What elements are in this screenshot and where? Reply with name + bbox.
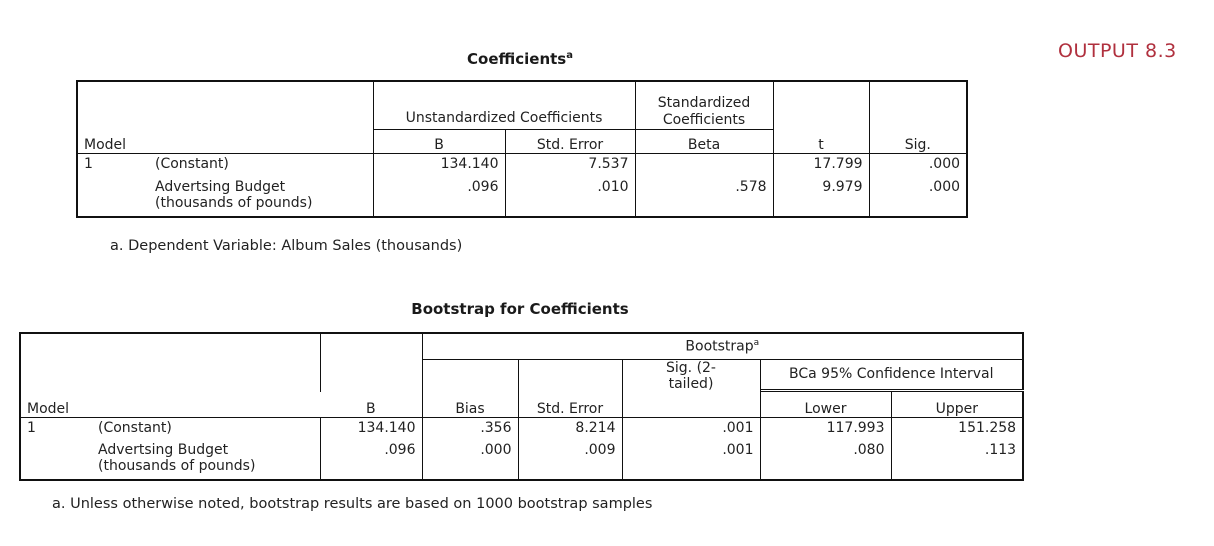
t-value: 17.799 (773, 153, 869, 177)
bootstrap-title: Bootstrap for Coefficients (411, 300, 629, 318)
upper-value: 151.258 (891, 418, 1023, 440)
beta-value: .578 (635, 177, 773, 217)
model-number: 1 (20, 418, 92, 440)
sig-header-cell (622, 392, 760, 418)
table-row (20, 440, 1023, 480)
std-error-value: .010 (505, 177, 635, 217)
b-value: .096 (320, 440, 422, 480)
row-label: (Constant) (149, 153, 373, 177)
row-label-line2: (thousands of pounds) (155, 195, 313, 211)
std-error-header: Std. Error (505, 129, 635, 153)
b-header: B (320, 392, 422, 418)
table-row (20, 418, 1023, 440)
lower-header: Lower (760, 392, 891, 418)
coefficients-footnote: a. Dependent Variable: Album Sales (thousands) (110, 238, 463, 254)
coefficients-table (76, 80, 968, 218)
coefficients-title-text: Coefficients (467, 50, 567, 68)
sig-value: .000 (869, 177, 967, 217)
model-header: Model (20, 392, 320, 418)
bootstrap-table (19, 332, 1024, 481)
standardized-header-line2: Coefficients (662, 111, 746, 128)
b-value: .096 (373, 177, 505, 217)
bootstrap-header-text: Bootstrap (685, 338, 754, 355)
row-label-line2: (thousands of pounds) (98, 457, 256, 474)
std-error-value: 7.537 (505, 153, 635, 177)
sig-value: .000 (869, 153, 967, 177)
table-row (77, 177, 967, 217)
model-number (20, 440, 92, 480)
standardized-header-line1: Standardized (657, 94, 751, 111)
row-label-line1: Advertsing Budget (98, 441, 229, 458)
std-error-value: .009 (518, 440, 622, 480)
model-number: 1 (77, 153, 149, 177)
std-error-header: Std. Error (518, 392, 622, 418)
bias-value: .000 (422, 440, 518, 480)
t-header: t (773, 129, 869, 153)
coefficients-title (400, 50, 640, 68)
sig-value: .001 (622, 418, 760, 440)
output-label: OUTPUT 8.3 (1058, 40, 1177, 62)
model-number (77, 177, 149, 217)
row-label (149, 177, 373, 217)
model-header-blank (77, 81, 373, 129)
model-header: Model (77, 129, 373, 153)
bootstrap-header-sup: a (753, 337, 760, 348)
upper-header: Upper (891, 392, 1023, 418)
standardized-header (635, 81, 773, 129)
bootstrap-footnote: a. Unless otherwise noted, bootstrap results are based on 1000 bootstrap samples (52, 496, 653, 512)
model-header-blank (20, 333, 320, 392)
b-header: B (373, 129, 505, 153)
lower-value: 117.993 (760, 418, 891, 440)
b-value: 134.140 (320, 418, 422, 440)
b-header-blank (320, 333, 422, 392)
bias-header: Bias (422, 392, 518, 418)
row-label (92, 440, 320, 480)
row-label: (Constant) (92, 418, 320, 440)
upper-value: .113 (891, 440, 1023, 480)
ci-header: BCa 95% Confidence Interval (760, 359, 1023, 389)
t-header-blank (773, 81, 869, 129)
sig-value: .001 (622, 440, 760, 480)
bias-value: .356 (422, 418, 518, 440)
t-value: 9.979 (773, 177, 869, 217)
beta-header: Beta (635, 129, 773, 153)
bootstrap-header (422, 333, 1023, 359)
sig-header: Sig. (869, 129, 967, 153)
bias-header-blank (422, 359, 518, 392)
coefficients-title-sup: a (566, 50, 573, 61)
lower-value: .080 (760, 440, 891, 480)
std-error-header-blank (518, 359, 622, 392)
sig-header (622, 359, 760, 392)
sig-header-blank (869, 81, 967, 129)
b-value: 134.140 (373, 153, 505, 177)
table-row (77, 153, 967, 177)
std-error-value: 8.214 (518, 418, 622, 440)
sig-header-line2: tailed) (668, 375, 714, 392)
beta-value (635, 153, 773, 177)
unstandardized-header: Unstandardized Coefficients (373, 81, 635, 129)
row-label-line1: Advertsing Budget (155, 179, 286, 195)
sig-header-line1: Sig. (2- (666, 359, 716, 376)
